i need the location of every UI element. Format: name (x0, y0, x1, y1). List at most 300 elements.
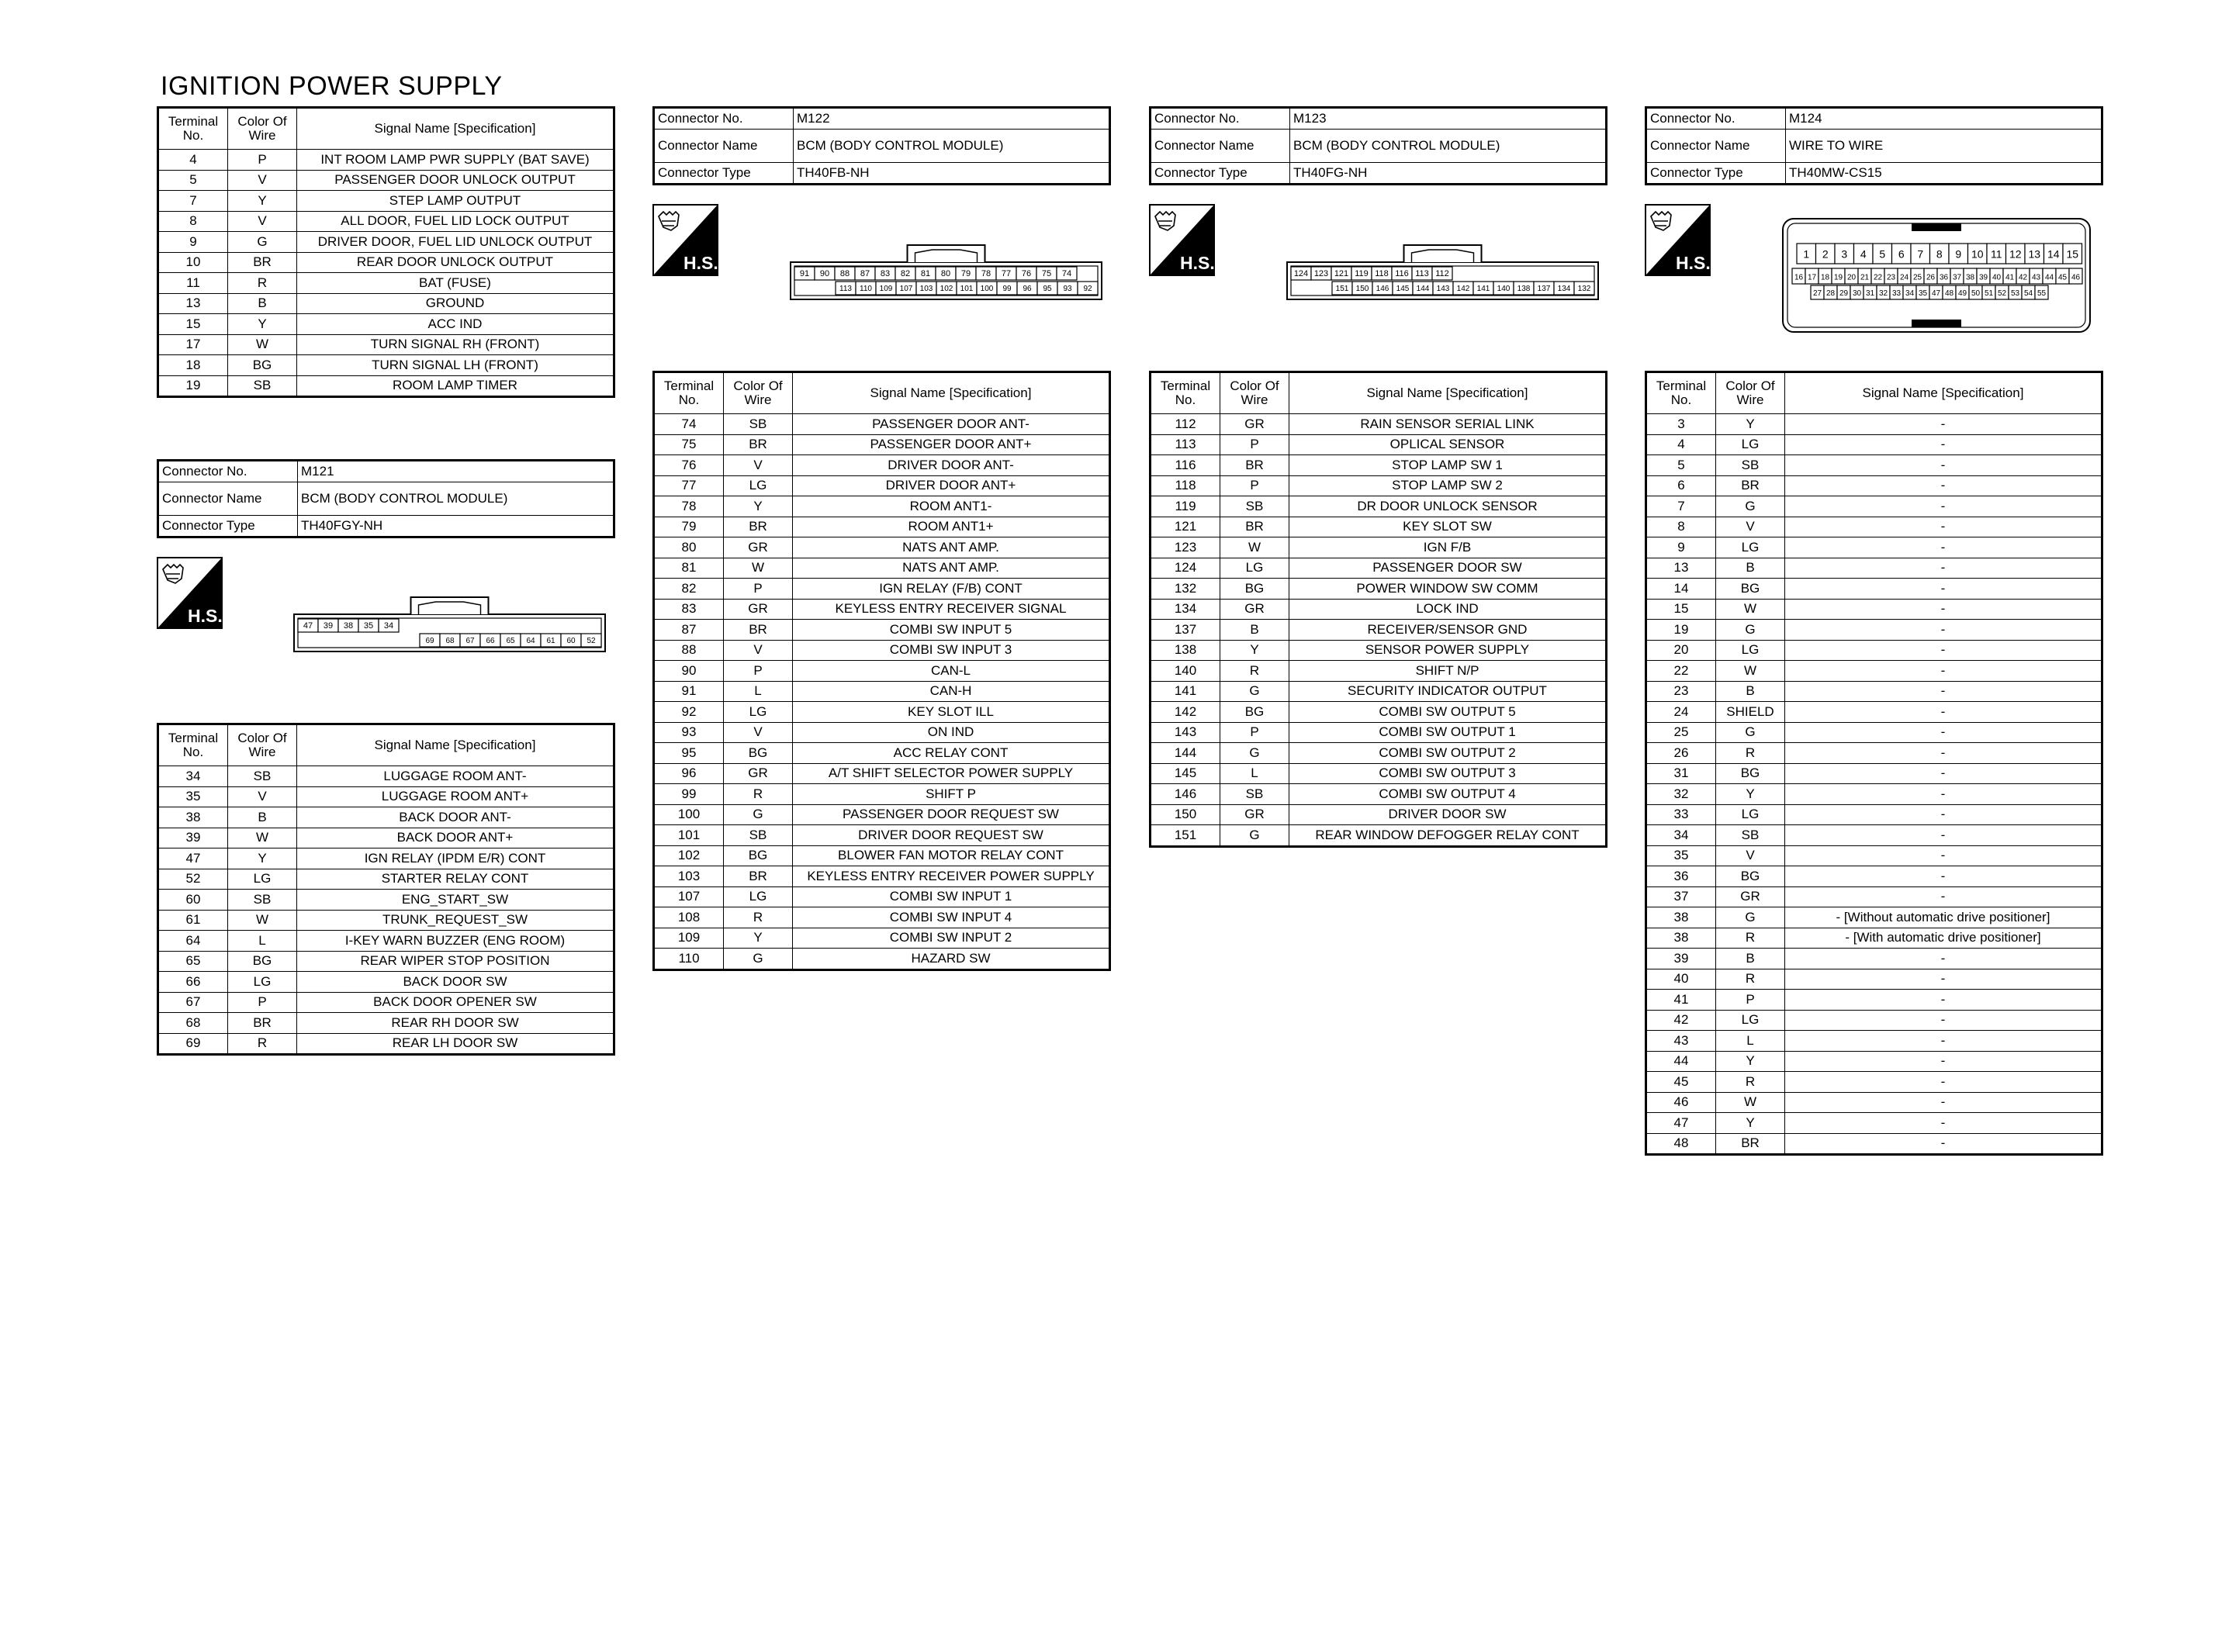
connector-pin (2063, 244, 2082, 264)
signal-name: PASSENGER DOOR SW (1289, 558, 1607, 579)
signal-name: REAR LH DOOR SW (297, 1033, 614, 1055)
table-row (1646, 886, 2102, 907)
wire-color: P (1220, 434, 1289, 455)
connector-pin (561, 634, 581, 647)
terminal-no: 5 (158, 170, 228, 191)
terminal-no: 109 (654, 928, 724, 949)
pin-number: 47 (303, 621, 313, 631)
signal-name: ON IND (793, 722, 1110, 743)
terminal-header: Terminal No. (654, 372, 724, 414)
pin-number: 47 (1931, 289, 1941, 298)
pin-number: 116 (1395, 269, 1409, 279)
terminal-no: 39 (1646, 949, 1716, 969)
signal-name: DRIVER DOOR ANT+ (793, 475, 1110, 496)
table-row (1646, 1010, 2102, 1031)
hs-icon-graphic (1645, 204, 1711, 276)
signal-name: ROOM LAMP TIMER (297, 375, 614, 397)
pin-number: 21 (1860, 273, 1870, 282)
signal-name: ROOM ANT1+ (793, 517, 1110, 537)
pin-number: 119 (1355, 269, 1369, 279)
wire-color: BG (1220, 579, 1289, 600)
table-row (158, 170, 614, 191)
signal-name: TURN SIGNAL LH (FRONT) (297, 355, 614, 376)
signal-name: - (1785, 845, 2102, 866)
connector-pin (1929, 285, 1943, 299)
connector-pin (896, 282, 916, 295)
table-row (1151, 743, 1607, 764)
terminal-no: 116 (1151, 455, 1220, 476)
signal-name: ACC RELAY CONT (793, 743, 1110, 764)
signal-name: KEY SLOT SW (1289, 517, 1607, 537)
terminal-no: 66 (158, 972, 228, 993)
pin-number: 65 (506, 637, 515, 646)
wire-color: BR (1716, 475, 1785, 496)
wire-color: BR (1220, 517, 1289, 537)
table-header (1151, 372, 1607, 414)
terminal-no: 107 (654, 886, 724, 907)
table-row (1646, 990, 2102, 1011)
wire-color: BR (228, 252, 297, 273)
signal-name: SHIFT N/P (1289, 661, 1607, 682)
connector-pin (1964, 268, 1977, 284)
pin-number: 143 (1436, 285, 1450, 294)
connector-pin (298, 619, 318, 632)
pin-number: 121 (1334, 269, 1349, 279)
signal-name: - (1785, 496, 2102, 517)
connector-pin (977, 282, 997, 295)
connector-pin (1977, 268, 1990, 284)
table-row (158, 211, 614, 232)
connector-pin (1574, 282, 1594, 295)
connector-pin (1956, 285, 1969, 299)
pin-number: 36 (1939, 273, 1949, 282)
terminal-no: 42 (1646, 1010, 1716, 1031)
pin-number: 151 (1335, 285, 1349, 294)
terminal-no: 77 (654, 475, 724, 496)
wire-color: BG (724, 845, 793, 866)
pin-number: 35 (363, 621, 374, 631)
signal-name: COMBI SW OUTPUT 5 (1289, 702, 1607, 723)
table-row (1646, 1051, 2102, 1072)
connector-name-label: Connector Name (158, 482, 298, 516)
terminal-no: 18 (158, 355, 228, 376)
signal-name: - (1785, 702, 2102, 723)
pin-number: 142 (1456, 285, 1470, 294)
signal-name: OPLICAL SENSOR (1289, 434, 1607, 455)
pin-number: 134 (1557, 285, 1571, 294)
pin-number: 100 (980, 285, 994, 294)
table-row (654, 455, 1110, 476)
terminal-no: 11 (158, 273, 228, 294)
table-row (1646, 681, 2102, 702)
pin-number: 54 (2023, 289, 2033, 298)
table-row (654, 434, 1110, 455)
signal-name: BACK DOOR ANT+ (297, 828, 614, 848)
signal-name: CAN-L (793, 661, 1110, 682)
connector-pin (1949, 244, 1968, 264)
table-row (1646, 517, 2102, 537)
connector-pin (1950, 268, 1964, 284)
terminal-no: 143 (1151, 722, 1220, 743)
signal-name: - (1785, 599, 2102, 620)
wire-color: SB (228, 375, 297, 397)
terminal-no: 101 (654, 825, 724, 846)
connector-name-value: BCM (BODY CONTROL MODULE) (298, 482, 614, 516)
connector-face-graphic (1781, 217, 2092, 334)
connector-pin (2006, 244, 2026, 264)
signal-name: - (1785, 640, 2102, 661)
signal-name: TURN SIGNAL RH (FRONT) (297, 334, 614, 355)
connector-pin (1990, 268, 2003, 284)
pin-number: 17 (1807, 273, 1817, 282)
table-row (1646, 496, 2102, 517)
wire-color: Y (1716, 1051, 1785, 1072)
terminal-no: 44 (1646, 1051, 1716, 1072)
wire-color: Y (1716, 414, 1785, 435)
terminal-no: 39 (158, 828, 228, 848)
wire-color: W (724, 558, 793, 579)
pin-number: 145 (1396, 285, 1410, 294)
terminal-no: 140 (1151, 661, 1220, 682)
wire-color: BG (228, 951, 297, 972)
table-row (654, 599, 1110, 620)
terminal-no: 91 (654, 681, 724, 702)
pin-number: 107 (899, 285, 913, 294)
signal-name: - (1785, 537, 2102, 558)
signal-name: - (1785, 517, 2102, 537)
hs-icon (157, 557, 223, 629)
connector-pin (1332, 282, 1352, 295)
terminal-no: 13 (1646, 558, 1716, 579)
table-row (1151, 702, 1607, 723)
wire-color: B (228, 293, 297, 314)
connector-pin (1916, 285, 1929, 299)
connector-pin (1057, 267, 1077, 280)
wire-color: V (1716, 517, 1785, 537)
connector-name-label: Connector Name (1151, 130, 1290, 163)
terminal-no: 137 (1151, 620, 1220, 641)
table-row (158, 314, 614, 335)
table-row (1151, 661, 1607, 682)
connector-pin (836, 282, 856, 295)
pin-number: 39 (1978, 273, 1988, 282)
terminal-no: 100 (654, 804, 724, 825)
pin-number: 41 (2005, 273, 2015, 282)
table-row (1151, 537, 1607, 558)
signal-name: BACK DOOR OPENER SW (297, 992, 614, 1013)
terminal-no: 15 (158, 314, 228, 335)
signal-name: COMBI SW INPUT 2 (793, 928, 1110, 949)
terminal-no: 36 (1646, 866, 1716, 887)
table-row (158, 293, 614, 314)
signal-name: DRIVER DOOR REQUEST SW (793, 825, 1110, 846)
pin-number: 44 (2044, 273, 2054, 282)
signal-name: - (1785, 475, 2102, 496)
terminal-no: 76 (654, 455, 724, 476)
connector-pin (2069, 268, 2082, 284)
wire-color: BG (1716, 579, 1785, 600)
wire-color: V (228, 211, 297, 232)
pin-number: 90 (819, 269, 830, 279)
pin-number: 13 (2028, 247, 2041, 261)
pin-number: 82 (900, 269, 911, 279)
table-row (1646, 537, 2102, 558)
terminal-no: 110 (654, 949, 724, 970)
connector-face-graphic (790, 239, 1102, 301)
wire-color: R (1716, 743, 1785, 764)
signal-name: BLOWER FAN MOTOR RELAY CONT (793, 845, 1110, 866)
pin-number: 66 (486, 637, 495, 646)
table-row (1646, 825, 2102, 846)
wire-color: G (1220, 825, 1289, 847)
terminal-no: 23 (1646, 681, 1716, 702)
terminal-no: 151 (1151, 825, 1220, 847)
wire-color: Y (724, 928, 793, 949)
pin-number: 23 (1886, 273, 1896, 282)
wire-color: LG (724, 702, 793, 723)
pin-number: 19 (1833, 273, 1843, 282)
terminal-header: Terminal No. (1646, 372, 1716, 414)
table-row (1646, 907, 2102, 928)
signal-name: ACC IND (297, 314, 614, 335)
pin-number: 6 (1898, 247, 1905, 261)
terminal-no: 95 (654, 743, 724, 764)
terminal-no: 6 (1646, 475, 1716, 496)
wire-color: LG (1716, 434, 1785, 455)
signal-name: - (1785, 825, 2102, 846)
connector-pin (815, 267, 835, 280)
connector-pin (1837, 285, 1850, 299)
connector-pin (1987, 244, 2006, 264)
wire-color: G (1220, 743, 1289, 764)
table-row (1151, 558, 1607, 579)
connector-pin (876, 282, 896, 295)
page-title: IGNITION POWER SUPPLY (161, 71, 503, 101)
signal-name: - (1785, 722, 2102, 743)
pin-number: 15 (2066, 247, 2079, 261)
table-row (654, 722, 1110, 743)
pin-number: 32 (1878, 289, 1888, 298)
wire-color: GR (1220, 804, 1289, 825)
table-row (158, 869, 614, 890)
terminal-no: 52 (158, 869, 228, 890)
connector-face-m123 (1286, 239, 1599, 305)
terminal-no: 38 (158, 807, 228, 828)
table-row (1646, 579, 2102, 600)
hs-icon-graphic (1149, 204, 1215, 276)
table-row (158, 1033, 614, 1055)
connector-pin (1864, 285, 1877, 299)
connector-no-label: Connector No. (654, 108, 794, 130)
wire-color: W (228, 334, 297, 355)
connector-pin (2016, 268, 2030, 284)
signal-name: COMBI SW INPUT 3 (793, 640, 1110, 661)
hs-label: H.S. (188, 606, 223, 626)
wire-color: LG (1716, 537, 1785, 558)
pin-number: 33 (1891, 289, 1902, 298)
connector-pin (1995, 285, 2009, 299)
connector-pin (1811, 285, 1824, 299)
connector-pin (1057, 282, 1078, 295)
signal-name: - (1785, 969, 2102, 990)
hs-label: H.S. (1180, 253, 1215, 273)
table-row (1646, 1133, 2102, 1155)
terminal-no: 15 (1646, 599, 1716, 620)
wire-color: R (228, 1033, 297, 1055)
connector-pin (1017, 282, 1037, 295)
terminal-no: 17 (158, 334, 228, 355)
connector-pin (1372, 267, 1392, 280)
connector-pin (1937, 268, 1950, 284)
connector-pin (1877, 285, 1890, 299)
wire-color: LG (1716, 804, 1785, 825)
terminal-header: Terminal No. (158, 108, 228, 150)
connector-pin (1871, 268, 1884, 284)
table-row (654, 558, 1110, 579)
wire-color: G (1220, 681, 1289, 702)
table-row (654, 743, 1110, 764)
wire-color: BR (724, 517, 793, 537)
pin-number: 30 (1852, 289, 1862, 298)
pin-number: 52 (1997, 289, 2007, 298)
terminal-no: 144 (1151, 743, 1220, 764)
table-row (1151, 722, 1607, 743)
table-row (654, 804, 1110, 825)
pin-number: 75 (1041, 269, 1052, 279)
connector-pin (1982, 285, 1995, 299)
wire-color: R (1220, 661, 1289, 682)
table-row (1646, 1092, 2102, 1113)
table-row (158, 992, 614, 1013)
connector-pin (1493, 282, 1514, 295)
pin-number: 61 (546, 637, 555, 646)
signal-name: KEYLESS ENTRY RECEIVER POWER SUPPLY (793, 866, 1110, 887)
signal-name: - (1785, 743, 2102, 764)
table-row (1151, 517, 1607, 537)
wire-color: B (1220, 620, 1289, 641)
pin-number: 38 (1965, 273, 1975, 282)
table-row (654, 661, 1110, 682)
pin-number: 8 (1936, 247, 1943, 261)
pin-number: 64 (526, 637, 535, 646)
pin-number: 144 (1416, 285, 1430, 294)
pin-number: 25 (1912, 273, 1922, 282)
pin-number: 96 (1023, 285, 1032, 294)
connector-pin (1016, 267, 1036, 280)
terminal-no: 3 (1646, 414, 1716, 435)
pin-number: 123 (1313, 269, 1329, 279)
wire-color: BG (1220, 702, 1289, 723)
terminal-no: 4 (1646, 434, 1716, 455)
signal-name: KEYLESS ENTRY RECEIVER SIGNAL (793, 599, 1110, 620)
wire-color: P (1220, 475, 1289, 496)
signal-name: HAZARD SW (793, 949, 1110, 970)
terminal-no: 9 (1646, 537, 1716, 558)
terminal-no: 13 (158, 293, 228, 314)
terminal-no: 83 (654, 599, 724, 620)
hs-icon (652, 204, 718, 276)
connector-pin (480, 634, 500, 647)
signal-name: COMBI SW OUTPUT 1 (1289, 722, 1607, 743)
table-row (654, 928, 1110, 949)
pin-number: 91 (799, 269, 810, 279)
terminal-no: 113 (1151, 434, 1220, 455)
terminal-no: 8 (1646, 517, 1716, 537)
pin-number: 60 (566, 637, 576, 646)
signal-name: - (1785, 1072, 2102, 1093)
connector-pin (2035, 285, 2048, 299)
signal-name: BAT (FUSE) (297, 273, 614, 294)
terminal-no: 24 (1646, 702, 1716, 723)
signal-name: COMBI SW INPUT 5 (793, 620, 1110, 641)
wire-color: LG (1716, 1010, 1785, 1031)
pin-number: 87 (860, 269, 870, 279)
wire-color: GR (1220, 414, 1289, 435)
signal-name: PASSENGER DOOR REQUEST SW (793, 804, 1110, 825)
table-row (1646, 866, 2102, 887)
wire-color: V (228, 170, 297, 191)
terminal-no: 46 (1646, 1092, 1716, 1113)
connector-face-m121 (293, 591, 606, 657)
terminal-no: 45 (1646, 1072, 1716, 1093)
table-row (654, 640, 1110, 661)
signal-name: - (1785, 620, 2102, 641)
terminal-no: 22 (1646, 661, 1716, 682)
pin-number: 20 (1846, 273, 1857, 282)
wire-color: P (724, 661, 793, 682)
connector-type-value: TH40FG-NH (1290, 163, 1607, 185)
terminal-no: 38 (1646, 928, 1716, 949)
terminal-no: 40 (1646, 969, 1716, 990)
table-row (654, 517, 1110, 537)
terminal-no: 47 (1646, 1113, 1716, 1134)
table-row (1646, 743, 2102, 764)
connector-pin (1331, 267, 1351, 280)
pin-number: 3 (1841, 247, 1848, 261)
connector-pin (1898, 268, 1911, 284)
terminal-no: 118 (1151, 475, 1220, 496)
pin-number: 29 (1839, 289, 1849, 298)
hs-icon (1149, 204, 1215, 276)
terminal-no: 108 (654, 907, 724, 928)
wire-color: B (1716, 558, 1785, 579)
connector-type-label: Connector Type (158, 516, 298, 537)
wire-color: LG (1220, 558, 1289, 579)
table-row (654, 496, 1110, 517)
terminal-no: 5 (1646, 455, 1716, 476)
pin-number: 46 (2071, 273, 2081, 282)
connector-no-label: Connector No. (1151, 108, 1290, 130)
connector-pin (1943, 285, 1956, 299)
wire-color: R (1716, 928, 1785, 949)
pin-number: 31 (1865, 289, 1875, 298)
connector-face-graphic (293, 591, 606, 653)
connector-pin (1845, 268, 1858, 284)
pin-number: 140 (1497, 285, 1511, 294)
terminal-header: Terminal No. (158, 724, 228, 766)
pin-number: 101 (960, 285, 974, 294)
signal-name: - [With automatic drive positioner] (1785, 928, 2102, 949)
pin-number: 77 (1001, 269, 1012, 279)
connector-pin (875, 267, 895, 280)
connector-pin (957, 282, 977, 295)
connector-pin (936, 267, 956, 280)
table-row (1151, 455, 1607, 476)
connector-pin (794, 267, 815, 280)
connector-pin (1554, 282, 1574, 295)
signal-header: Signal Name [Specification] (297, 724, 614, 766)
wire-color: P (1716, 990, 1785, 1011)
